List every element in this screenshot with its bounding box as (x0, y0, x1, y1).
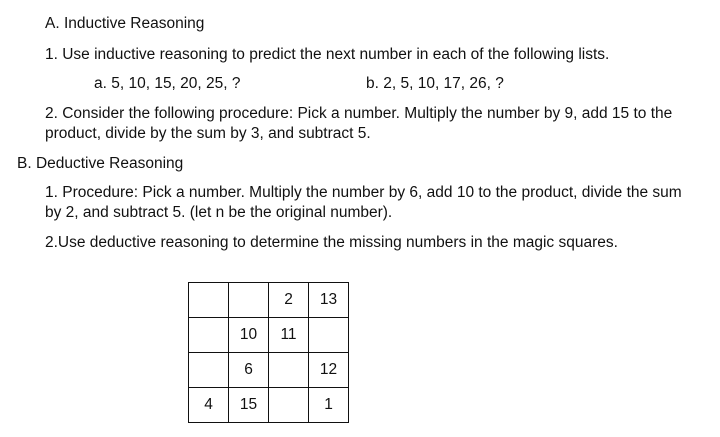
magic-square-cell: 15 (229, 388, 269, 423)
magic-square-row (189, 353, 349, 388)
magic-square-cell (189, 353, 229, 388)
magic-square-cell (269, 353, 309, 388)
section-a-list-a: a. 5, 10, 15, 20, 25, ? (94, 75, 241, 92)
magic-square-cell: 1 (309, 388, 349, 423)
section-a-question-1: 1. Use inductive reasoning to predict the next number in each of the following lists. (45, 46, 610, 63)
magic-square (188, 282, 349, 423)
magic-square-cell (269, 388, 309, 423)
magic-square-cell: 4 (189, 388, 229, 423)
magic-square-cell: 10 (229, 318, 269, 353)
magic-square-cell: 6 (229, 353, 269, 388)
magic-square-cell: 12 (309, 353, 349, 388)
section-b-question-1: 1. Procedure: Pick a number. Multiply the number by 6, add 10 to the product, divide the sum by 2, and subtract 5. (let n be the original number). (45, 184, 682, 221)
section-b-question-2: 2.Use deductive reasoning to determine the missing numbers in the magic squares. (45, 234, 618, 251)
magic-square-cell (309, 318, 349, 353)
magic-square-cell: 2 (269, 283, 309, 318)
section-a-question-2: 2. Consider the following procedure: Pick a number. Multiply the number by 9, add 15 to the product, divide by the sum by 3, and subtract 5. (45, 105, 673, 142)
section-b-heading: B. Deductive Reasoning (17, 155, 184, 172)
section-a-heading: A. Inductive Reasoning (45, 15, 205, 32)
magic-square-cell (189, 318, 229, 353)
magic-square-cell (229, 283, 269, 318)
magic-square-cell: 11 (269, 318, 309, 353)
magic-square-cell: 13 (309, 283, 349, 318)
magic-square-row (189, 388, 349, 423)
magic-square-cell (189, 283, 229, 318)
magic-square-row (189, 318, 349, 353)
magic-square-row (189, 283, 349, 318)
section-a-list-b: b. 2, 5, 10, 17, 26, ? (366, 75, 504, 92)
